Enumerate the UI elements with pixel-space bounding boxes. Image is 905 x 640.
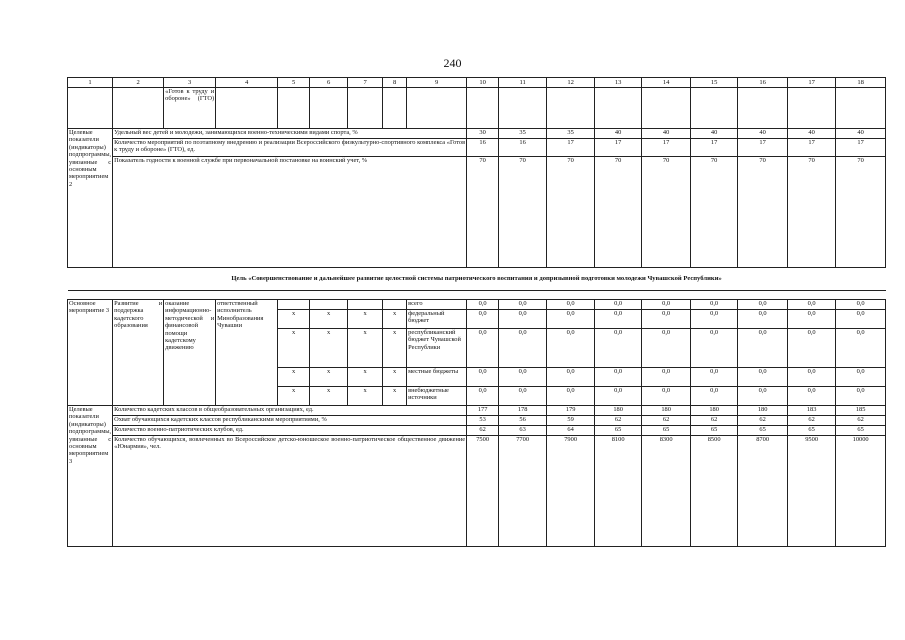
code-cell: x: [383, 368, 407, 387]
indicator-value: 183: [788, 406, 836, 416]
indicator-value: 65: [738, 426, 788, 436]
indicator-value: 180: [642, 406, 691, 416]
indicator-value: 8300: [642, 436, 691, 547]
indicator-value: 62: [788, 416, 836, 426]
indicator-value: 70: [836, 157, 886, 268]
funding-source: федеральный бюджет: [407, 310, 467, 329]
empty-cell: [836, 88, 886, 129]
funding-value: 0,0: [788, 310, 836, 329]
indicator-value: 40: [595, 129, 642, 139]
empty-cell: [788, 88, 836, 129]
indicator-value: 62: [467, 426, 499, 436]
indicator-value: 180: [691, 406, 738, 416]
indicator-value: 62: [642, 416, 691, 426]
funding-value: 0,0: [836, 300, 886, 310]
funding-value: 0,0: [738, 329, 788, 368]
event-description: Развитие и поддержка кадетского образования: [113, 300, 164, 406]
measure-name-cell: «Готов к труду и обороне» (ГТО): [164, 88, 216, 129]
funding-source: внебюджетные источники: [407, 387, 467, 406]
empty-cell: [278, 88, 310, 129]
indicator-value: 7700: [499, 436, 547, 547]
indicator-row: [68, 436, 886, 547]
funding-value: 0,0: [595, 300, 642, 310]
indicator-value: 70: [499, 157, 547, 268]
funding-value: 0,0: [547, 310, 595, 329]
funding-value: 0,0: [691, 329, 738, 368]
column-header: 3: [164, 78, 216, 88]
indicator-value: 65: [788, 426, 836, 436]
indicator-value: 65: [836, 426, 886, 436]
code-cell: x: [348, 310, 383, 329]
column-header: 1: [68, 78, 113, 88]
code-cell: x: [383, 387, 407, 406]
continuation-row: [68, 88, 886, 129]
indicator-value: 53: [467, 416, 499, 426]
funding-value: 0,0: [691, 310, 738, 329]
indicator-value: 70: [547, 157, 595, 268]
empty-cell: [216, 88, 278, 129]
funding-value: 0,0: [738, 387, 788, 406]
funding-value: 0,0: [788, 329, 836, 368]
indicator-value: 17: [836, 139, 886, 157]
event-activity: оказание информационно-методической и финансовой помощи кадетскому движению: [164, 300, 216, 406]
indicator-value: 62: [691, 416, 738, 426]
indicator-value: 62: [595, 416, 642, 426]
indicator-value: 62: [738, 416, 788, 426]
indicator-value: 178: [499, 406, 547, 416]
indicator-name: Количество мероприятий по поэтапному внедрению и реализации Всероссийского физкультурно-спортивного комплекса «Готов к труду и обороне» (ГТО), ед.: [113, 139, 467, 157]
column-header: 6: [310, 78, 348, 88]
indicator-value: 30: [467, 129, 499, 139]
empty-cell: [383, 88, 407, 129]
funding-value: 0,0: [499, 387, 547, 406]
indicator-value: 65: [691, 426, 738, 436]
indicator-value: 65: [642, 426, 691, 436]
indicator-value: 40: [836, 129, 886, 139]
empty-cell: [348, 88, 383, 129]
code-cell: x: [310, 387, 348, 406]
empty-cell: [642, 88, 691, 129]
funding-value: 0,0: [467, 387, 499, 406]
funding-source: республиканский бюджет Чувашской Республики: [407, 329, 467, 368]
indicator-name: Количество обучающихся, вовлеченных во Всероссийское детско-юношеское военно-патриотическое общественное движение «Юнармия», чел.: [113, 436, 467, 547]
indicator-value: 17: [547, 139, 595, 157]
funding-value: 0,0: [691, 300, 738, 310]
empty-cell: [310, 88, 348, 129]
indicator-value: 8100: [595, 436, 642, 547]
code-cell: x: [310, 368, 348, 387]
funding-value: 0,0: [788, 300, 836, 310]
code-cell: x: [278, 310, 310, 329]
funding-value: 0,0: [788, 387, 836, 406]
indicator-value: 17: [738, 139, 788, 157]
empty-cell: [68, 88, 113, 129]
funding-value: 0,0: [691, 387, 738, 406]
funding-value: 0,0: [595, 387, 642, 406]
indicator-value: 59: [547, 416, 595, 426]
funding-value: 0,0: [836, 310, 886, 329]
responsible-executor: ответственный исполнитель Минобразования Чувашии: [216, 300, 278, 406]
indicators-label: Целевые показатели (индикаторы) подпрограммы, увязанные с основным мероприятием 2: [68, 129, 113, 268]
funding-value: 0,0: [499, 368, 547, 387]
funding-value: 0,0: [467, 310, 499, 329]
funding-value: 0,0: [836, 387, 886, 406]
code-cell: x: [278, 387, 310, 406]
indicator-value: 185: [836, 406, 886, 416]
funding-value: 0,0: [595, 310, 642, 329]
column-header: 16: [738, 78, 788, 88]
indicator-row: [68, 129, 886, 139]
empty-cell: [499, 88, 547, 129]
funding-value: 0,0: [738, 368, 788, 387]
indicator-value: 40: [738, 129, 788, 139]
indicator-value: 16: [467, 139, 499, 157]
funding-value: 0,0: [642, 300, 691, 310]
event-title: Основное мероприятие 3: [68, 300, 113, 406]
code-cell: x: [348, 329, 383, 368]
column-header: 8: [383, 78, 407, 88]
empty-cell: [407, 88, 467, 129]
page-number: 240: [443, 56, 462, 70]
code-cell: x: [278, 329, 310, 368]
gap-row: [68, 291, 886, 300]
indicator-name: Удельный вес детей и молодежи, занимающихся военно-техническими видами спорта, %: [113, 129, 467, 139]
indicator-value: 17: [691, 139, 738, 157]
indicator-name: Охват обучающихся кадетских классов республиканскими мероприятиями, %: [113, 416, 467, 426]
indicator-value: 7500: [467, 436, 499, 547]
indicator-value: 9500: [788, 436, 836, 547]
indicator-row: [68, 139, 886, 157]
funding-value: 0,0: [836, 329, 886, 368]
funding-value: 0,0: [738, 300, 788, 310]
column-header: 15: [691, 78, 738, 88]
funding-value: 0,0: [547, 329, 595, 368]
column-header: 10: [467, 78, 499, 88]
code-cell: [278, 300, 310, 310]
code-cell: x: [383, 310, 407, 329]
indicator-value: 63: [499, 426, 547, 436]
indicator-value: 179: [547, 406, 595, 416]
indicator-value: 180: [738, 406, 788, 416]
indicator-value: 70: [788, 157, 836, 268]
code-cell: [348, 300, 383, 310]
indicator-value: 40: [642, 129, 691, 139]
code-cell: x: [278, 368, 310, 387]
funding-value: 0,0: [595, 329, 642, 368]
funding-value: 0,0: [499, 300, 547, 310]
code-cell: [383, 300, 407, 310]
indicator-value: 7900: [547, 436, 595, 547]
goal-text: Цель «Совершенствование и дальнейшее развитие целостной системы патриотического воспитания и допризывной подготовки молодежи Чувашской Республики»: [68, 268, 886, 291]
indicator-value: 180: [595, 406, 642, 416]
indicator-value: 16: [499, 139, 547, 157]
funding-value: 0,0: [788, 368, 836, 387]
indicator-value: 17: [642, 139, 691, 157]
indicator-row: [68, 157, 886, 268]
column-header: 5: [278, 78, 310, 88]
column-header: 17: [788, 78, 836, 88]
indicator-name: Количество военно-патриотических клубов, ед.: [113, 426, 467, 436]
indicator-value: 70: [738, 157, 788, 268]
indicator-name: Показатель годности к военной службе при первоначальной постановке на воинский учет, %: [113, 157, 467, 268]
empty-cell: [113, 88, 164, 129]
indicator-value: 70: [467, 157, 499, 268]
indicator-row: [68, 426, 886, 436]
indicator-value: 70: [595, 157, 642, 268]
goal-row: [68, 268, 886, 291]
program-table: [67, 77, 886, 547]
indicator-value: 8700: [738, 436, 788, 547]
funding-value: 0,0: [642, 368, 691, 387]
indicator-value: 62: [836, 416, 886, 426]
finance-row: [68, 300, 886, 310]
column-header: 4: [216, 78, 278, 88]
indicator-value: 10000: [836, 436, 886, 547]
column-header: 11: [499, 78, 547, 88]
column-header: 2: [113, 78, 164, 88]
code-cell: x: [310, 310, 348, 329]
indicator-row: [68, 416, 886, 426]
column-header: 12: [547, 78, 595, 88]
funding-source: местные бюджеты: [407, 368, 467, 387]
indicator-value: 17: [595, 139, 642, 157]
code-cell: x: [383, 329, 407, 368]
funding-value: 0,0: [642, 310, 691, 329]
indicator-value: 65: [595, 426, 642, 436]
column-header: 14: [642, 78, 691, 88]
code-cell: x: [310, 329, 348, 368]
header-row: [68, 78, 886, 88]
empty-cell: [691, 88, 738, 129]
funding-source: всего: [407, 300, 467, 310]
funding-value: 0,0: [467, 329, 499, 368]
funding-value: 0,0: [499, 329, 547, 368]
funding-value: 0,0: [836, 368, 886, 387]
indicators-label: Целевые показатели (индикаторы) подпрограммы, увязанные с основным мероприятием 3: [68, 406, 113, 547]
funding-value: 0,0: [547, 300, 595, 310]
funding-value: 0,0: [738, 310, 788, 329]
indicator-value: 17: [788, 139, 836, 157]
funding-value: 0,0: [499, 310, 547, 329]
indicator-value: 64: [547, 426, 595, 436]
indicator-value: 40: [691, 129, 738, 139]
indicator-row: [68, 406, 886, 416]
funding-value: 0,0: [595, 368, 642, 387]
indicator-value: 35: [547, 129, 595, 139]
funding-value: 0,0: [467, 300, 499, 310]
indicator-value: 8500: [691, 436, 738, 547]
column-header: 13: [595, 78, 642, 88]
code-cell: x: [348, 387, 383, 406]
empty-cell: [467, 88, 499, 129]
funding-value: 0,0: [642, 329, 691, 368]
column-header: 7: [348, 78, 383, 88]
indicator-value: 70: [642, 157, 691, 268]
empty-cell: [738, 88, 788, 129]
column-header: 9: [407, 78, 467, 88]
indicator-value: 35: [499, 129, 547, 139]
indicator-name: Количество кадетских классов в общеобразовательных организациях, ед.: [113, 406, 467, 416]
indicator-value: 40: [788, 129, 836, 139]
code-cell: [310, 300, 348, 310]
indicator-value: 177: [467, 406, 499, 416]
empty-cell: [595, 88, 642, 129]
code-cell: x: [348, 368, 383, 387]
funding-value: 0,0: [547, 368, 595, 387]
funding-value: 0,0: [467, 368, 499, 387]
funding-value: 0,0: [691, 368, 738, 387]
funding-value: 0,0: [547, 387, 595, 406]
column-header: 18: [836, 78, 886, 88]
funding-value: 0,0: [642, 387, 691, 406]
empty-cell: [547, 88, 595, 129]
spacer-cell: [68, 291, 886, 300]
indicator-value: 70: [691, 157, 738, 268]
indicator-value: 56: [499, 416, 547, 426]
